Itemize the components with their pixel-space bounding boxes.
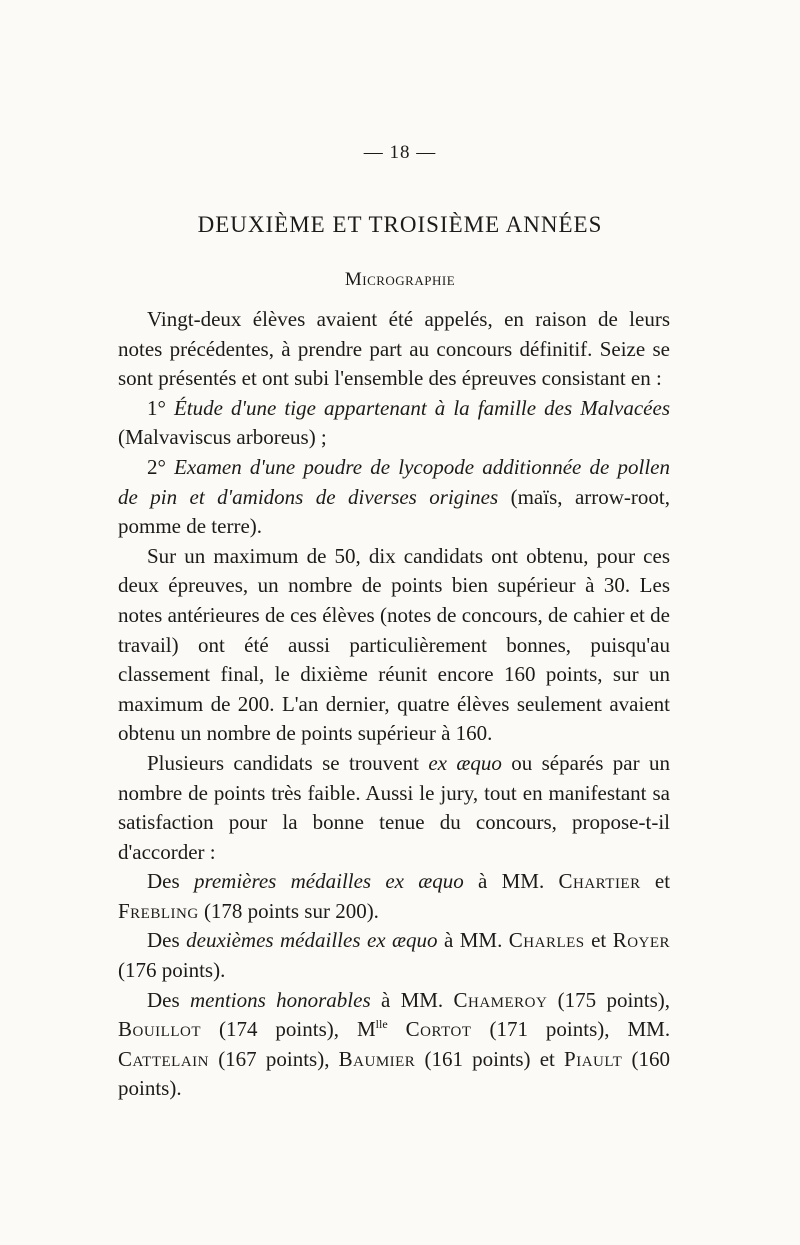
- italic-span: ex æquo: [428, 750, 502, 775]
- person-name: Royer: [612, 928, 671, 953]
- points-text: (175 points),: [557, 987, 671, 1012]
- text-span: MM.: [627, 1017, 671, 1042]
- person-name: Bouillot: [118, 1017, 201, 1042]
- award-name: mentions honorables: [189, 987, 371, 1012]
- paragraph-results: Sur un maximum de 50, dix candidats ont obtenu, pour ces deux épreuves, un nombre de points bien supérieur à 30. Les notes antérieures de ces élèves (notes de concours, de cahier et de travail) ont été aussi particulièrement bonnes, puisqu'au classement final, le dixième réunit encore 160 points, sur un maximum de 200. L'an dernier, quatre élèves seulement avaient obtenu un nombre de points supérieur à 160.: [118, 543, 670, 746]
- points-text: (161 points) et: [424, 1046, 555, 1071]
- item-number: 2°: [147, 454, 166, 479]
- person-name: Cattelain: [118, 1046, 209, 1071]
- item-number: 1°: [147, 395, 166, 420]
- section-heading: DEUXIÈME ET TROISIÈME ANNÉES: [197, 212, 603, 237]
- text-span: à MM.: [478, 869, 545, 894]
- award-name: premières médailles ex æquo: [193, 869, 464, 894]
- page-number: — 18 —: [363, 142, 437, 163]
- person-name: Charles: [508, 928, 585, 953]
- item-title: Examen d'une poudre de lycopode additionnée de pollen de pin et d'amidons de diverses origines: [118, 454, 671, 509]
- person-name: Chameroy: [453, 987, 548, 1012]
- award-name: deuxièmes médailles ex æquo: [186, 928, 438, 953]
- points-text: (160 points).: [118, 1046, 671, 1101]
- text-span: (178 points sur 200).: [203, 898, 379, 923]
- text-span: Plusieurs candidats se trouvent: [147, 750, 419, 775]
- text-span: à MM.: [443, 928, 503, 953]
- paragraph-item-1: [118, 394, 670, 453]
- person-name: Baumier: [338, 1046, 416, 1071]
- paragraph-intro: Vingt-deux élèves avaient été appelés, en raison de leurs notes précédentes, à prendre part au concours définitif. Seize se sont présentés et ont subi l'ensemble des épreuves consistant en :: [118, 307, 670, 391]
- points-text: (167 points),: [218, 1046, 330, 1071]
- title-superscript: lle: [375, 1017, 388, 1032]
- paragraph-jury: [118, 749, 670, 867]
- text-span: et: [654, 869, 671, 894]
- text-span: (176 points).: [118, 958, 226, 983]
- points-text: (174 points),: [218, 1017, 340, 1042]
- item-detail: (Malvaviscus arboreus) ;: [118, 425, 327, 450]
- text-span: à MM.: [380, 987, 444, 1012]
- text-span: Des: [147, 869, 180, 894]
- text-span: ou séparés par un nombre de points très faible. Aussi le jury, tout en manifestant sa satisfaction pour la bonne tenue du concours, propose-t-il d'accorder :: [118, 750, 671, 864]
- person-name: Cortot: [405, 1017, 472, 1042]
- paragraph-second-medals: [118, 926, 670, 985]
- paragraph-honorable-mentions: [118, 986, 670, 1104]
- section-subheading: Micrographie: [344, 269, 456, 290]
- person-name: Frebling: [118, 898, 199, 923]
- person-name: Chartier: [558, 869, 641, 894]
- item-detail: (maïs, arrow-root, pomme de terre).: [118, 484, 670, 539]
- title-abbrev: M: [356, 1017, 376, 1042]
- text-span: et: [591, 928, 607, 953]
- paragraph-first-medals: [118, 867, 670, 926]
- text-span: Des: [147, 928, 180, 953]
- text-span: Des: [147, 987, 180, 1012]
- paragraph-item-2: [118, 453, 670, 542]
- body-text: [118, 305, 670, 1104]
- points-text: (171 points),: [489, 1017, 610, 1042]
- item-title: Étude d'une tige appartenant à la famille des Malvacées: [173, 395, 670, 420]
- person-name: Piault: [564, 1046, 623, 1071]
